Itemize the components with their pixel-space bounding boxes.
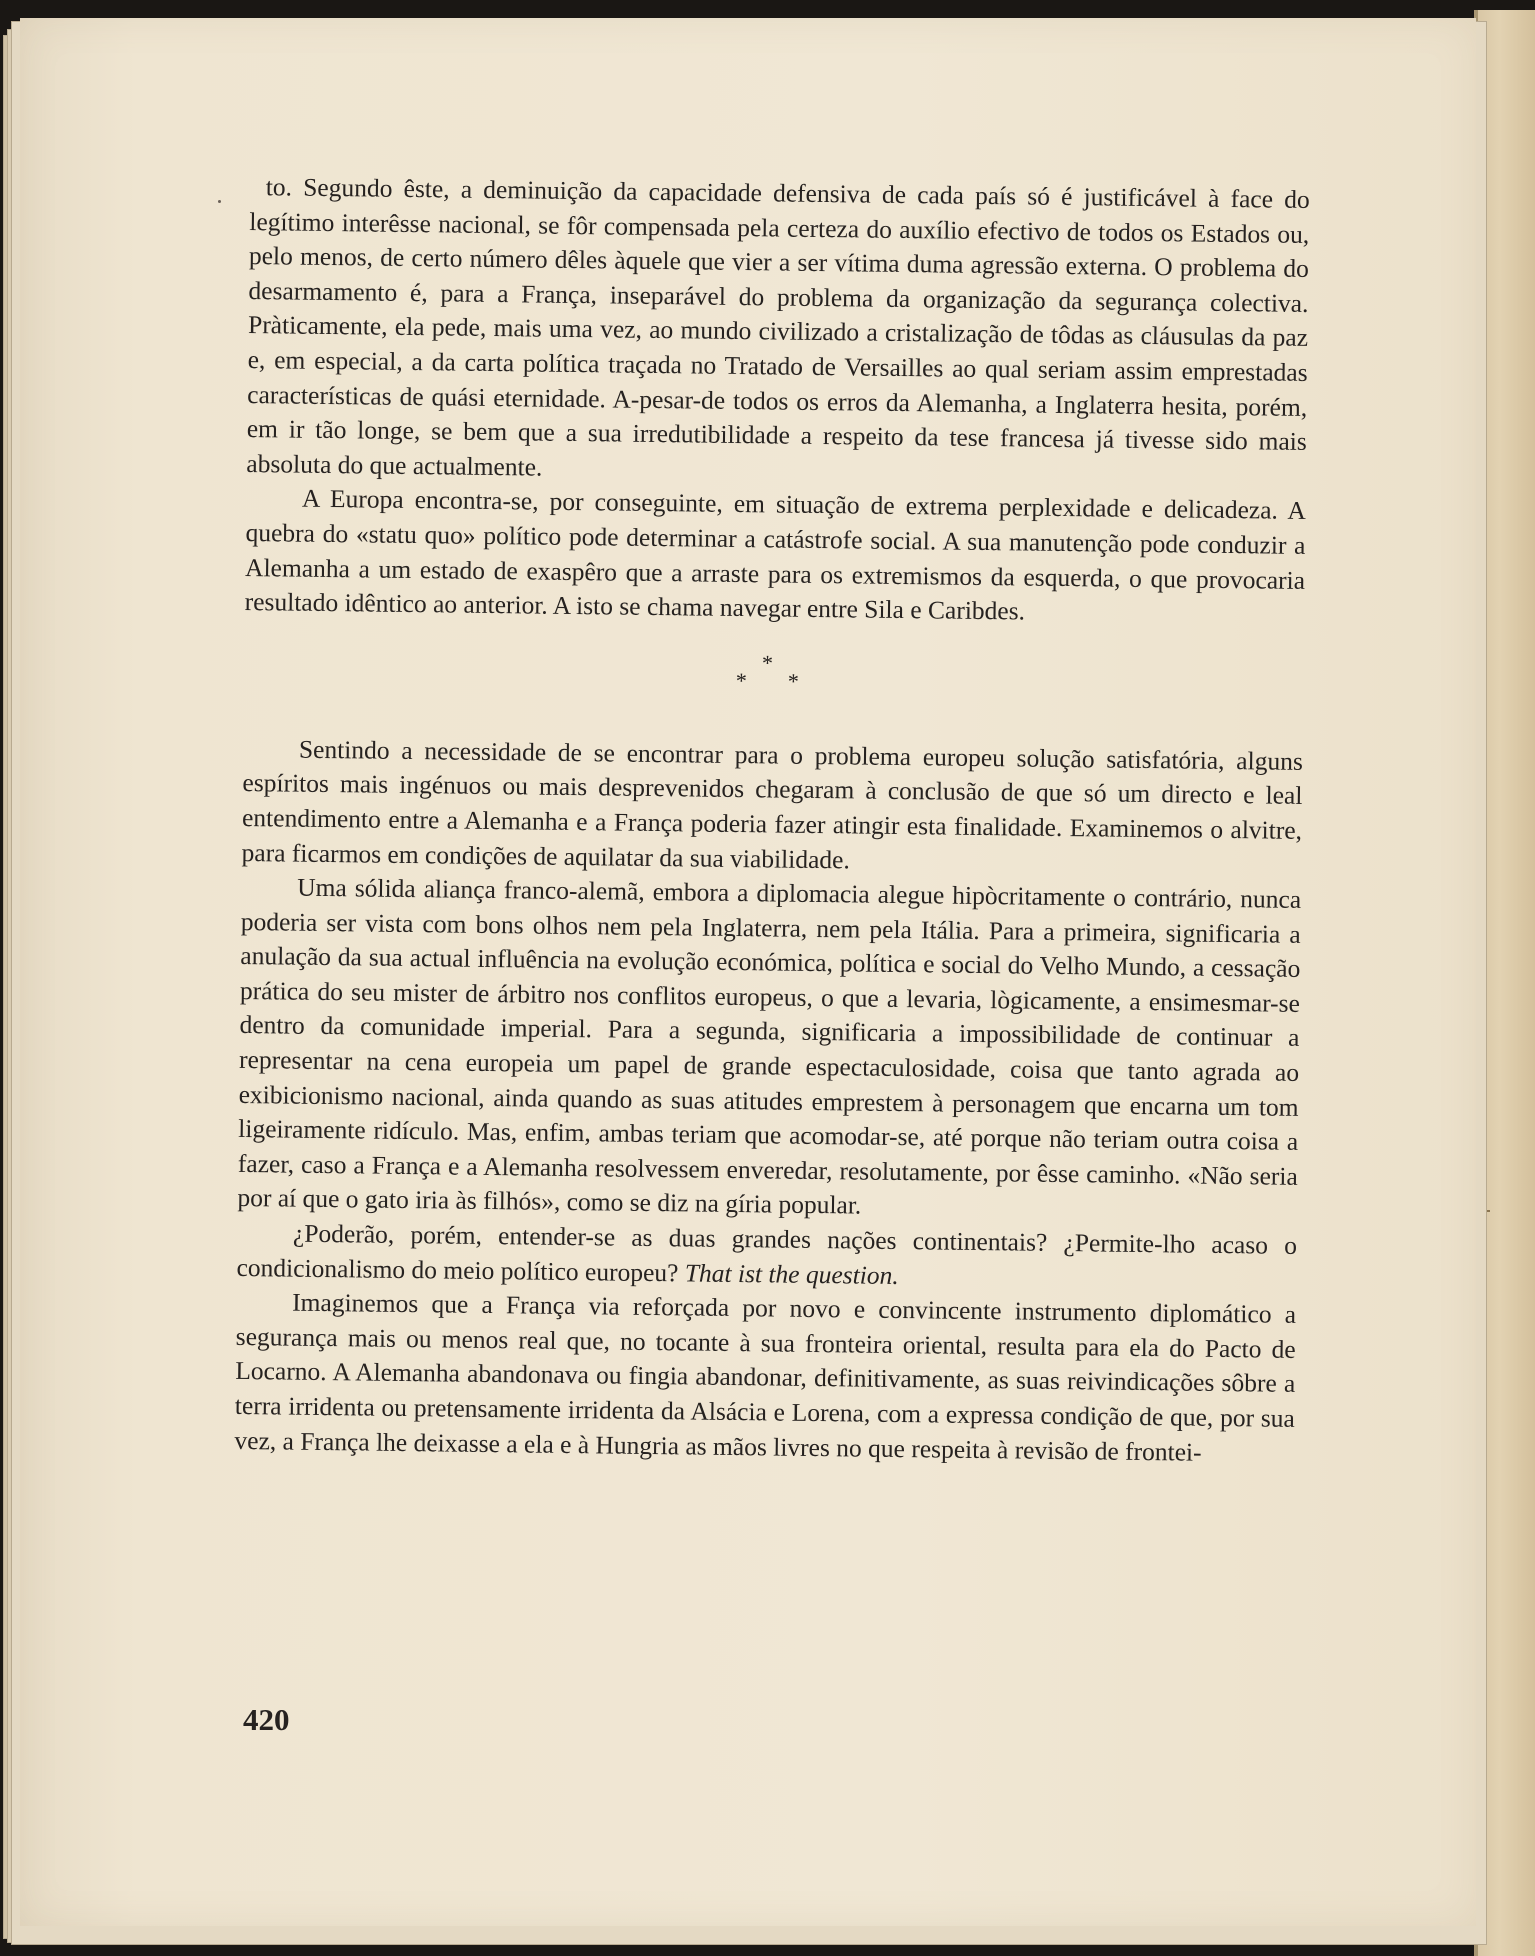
body-text (234, 170, 1310, 1471)
english-quote: That ist the question. (684, 1258, 899, 1290)
paragraph (236, 1216, 1297, 1298)
paragraph: Uma sólida aliança franco-alemã, embora a diplomacia alegue hipòcritamente o contrário, nunca poderia ser vista com bons olhos nem pela Inglaterra, nem pela Itália. Para a primeira, significaria a anulação da sua actual influência na evolução económica, política e social do Velho Mundo, a cessação prática do seu mister de árbitro nos conflitos europeus, o que a levaria, lògicamente, a ensimesmar-se dentro da comunidade imperial. Para a segunda, significaria a impossibilidade de continuar a representar na cena europeia um papel de grande espectaculosidade, coisa que tanto agrada ao exibicionismo nacional, ainda quando as suas atitudes emprestem à personagem que encarna um tom ligeiramente ridículo. Mas, enfim, ambas teriam que acomodar-se, até porque não teriam outra coisa a fazer, caso a França e a Alemanha resolvessem enveredar, resolutamente, por êsse caminho. «Não seria por aí que o gato iria às filhós», como se diz na gíria popular. (237, 872, 1302, 1220)
page-number: 420 (243, 1702, 290, 1737)
paragraph: A Europa encontra-se, por conseguinte, em situação de extrema perplexidade e delicadeza. A quebra do «statu quo» político pode determinar a catástrofe social. A sua manutenção pode conduzir a Alemanha a um estado de exaspêro que a arraste para os extremismos da esquerda, o que provocaria resultado idêntico ao anterior. A isto se chama navegar entre Sila e Caribdes. (244, 484, 1307, 626)
paragraph: Imaginemos que a França via reforçada por novo e convincente instrumento diplomático a segurança mais ou menos real que, no tocante à sua fronteira oriental, resulta para ela do Pacto de Locarno. A Alemanha abandonava ou fingia abandonar, definitivamente, as suas reivindicações sôbre a terra irridenta ou pretensamente irridenta da Alsácia e Lorena, com a expressa condição de que, por sua vez, a França lhe deixasse a ela e à Hungria as mãos livres no que respeita à revisão de frontei- (234, 1287, 1297, 1467)
margin-mark (218, 200, 221, 203)
asterisk: * (761, 650, 774, 676)
asterisk: * (787, 668, 799, 694)
asterisk: * (735, 667, 747, 693)
paragraph: to. Segundo êste, a deminuição da capacidade defensiva de cada país só é justificável à face do legítimo interêsse nacional, se fôr compensada pela certeza do auxílio efectivo de todos os Estados ou, pelo menos, de certo número dêles àquele que vier a ser vítima duma agressão externa. O problema do desarmamento é, para a França, inseparável do problema da organização da segurança colectiva. Pràticamente, ela pede, mais uma vez, ao mundo civilizado a cristalização de tôdas as cláusulas da paz e, em especial, a da carta política traçada no Tratado de Versailles ao qual seriam assim emprestadas características de quási eternidade. A-pesar-de todos os erros da Alemanha, a Inglaterra hesita, porém, em ir tão longe, se bem que a sua irredutibilidade a respeito da tese francesa já tivesse sido mais absoluta do que actualmente. (246, 172, 1310, 482)
paragraph: Sentindo a necessidade de se encontrar para o problema europeu solução satisfatória, alguns espíritos mais ingénuos ou mais desprevenidos chegaram à conclusão de que só um directo e leal entendimento entre a Alemanha e a França poderia fazer atingir esta finalidade. Examinemos o alvitre, para ficarmos em condições de aquilatar da sua viabilidade. (241, 734, 1304, 874)
section-separator (243, 632, 1304, 731)
paragraph-text: ¿Poderão, porém, entender-se as duas grandes nações continentais? ¿Permite-lho acaso o condicionalismo do meio político europeu? (236, 1218, 1298, 1288)
